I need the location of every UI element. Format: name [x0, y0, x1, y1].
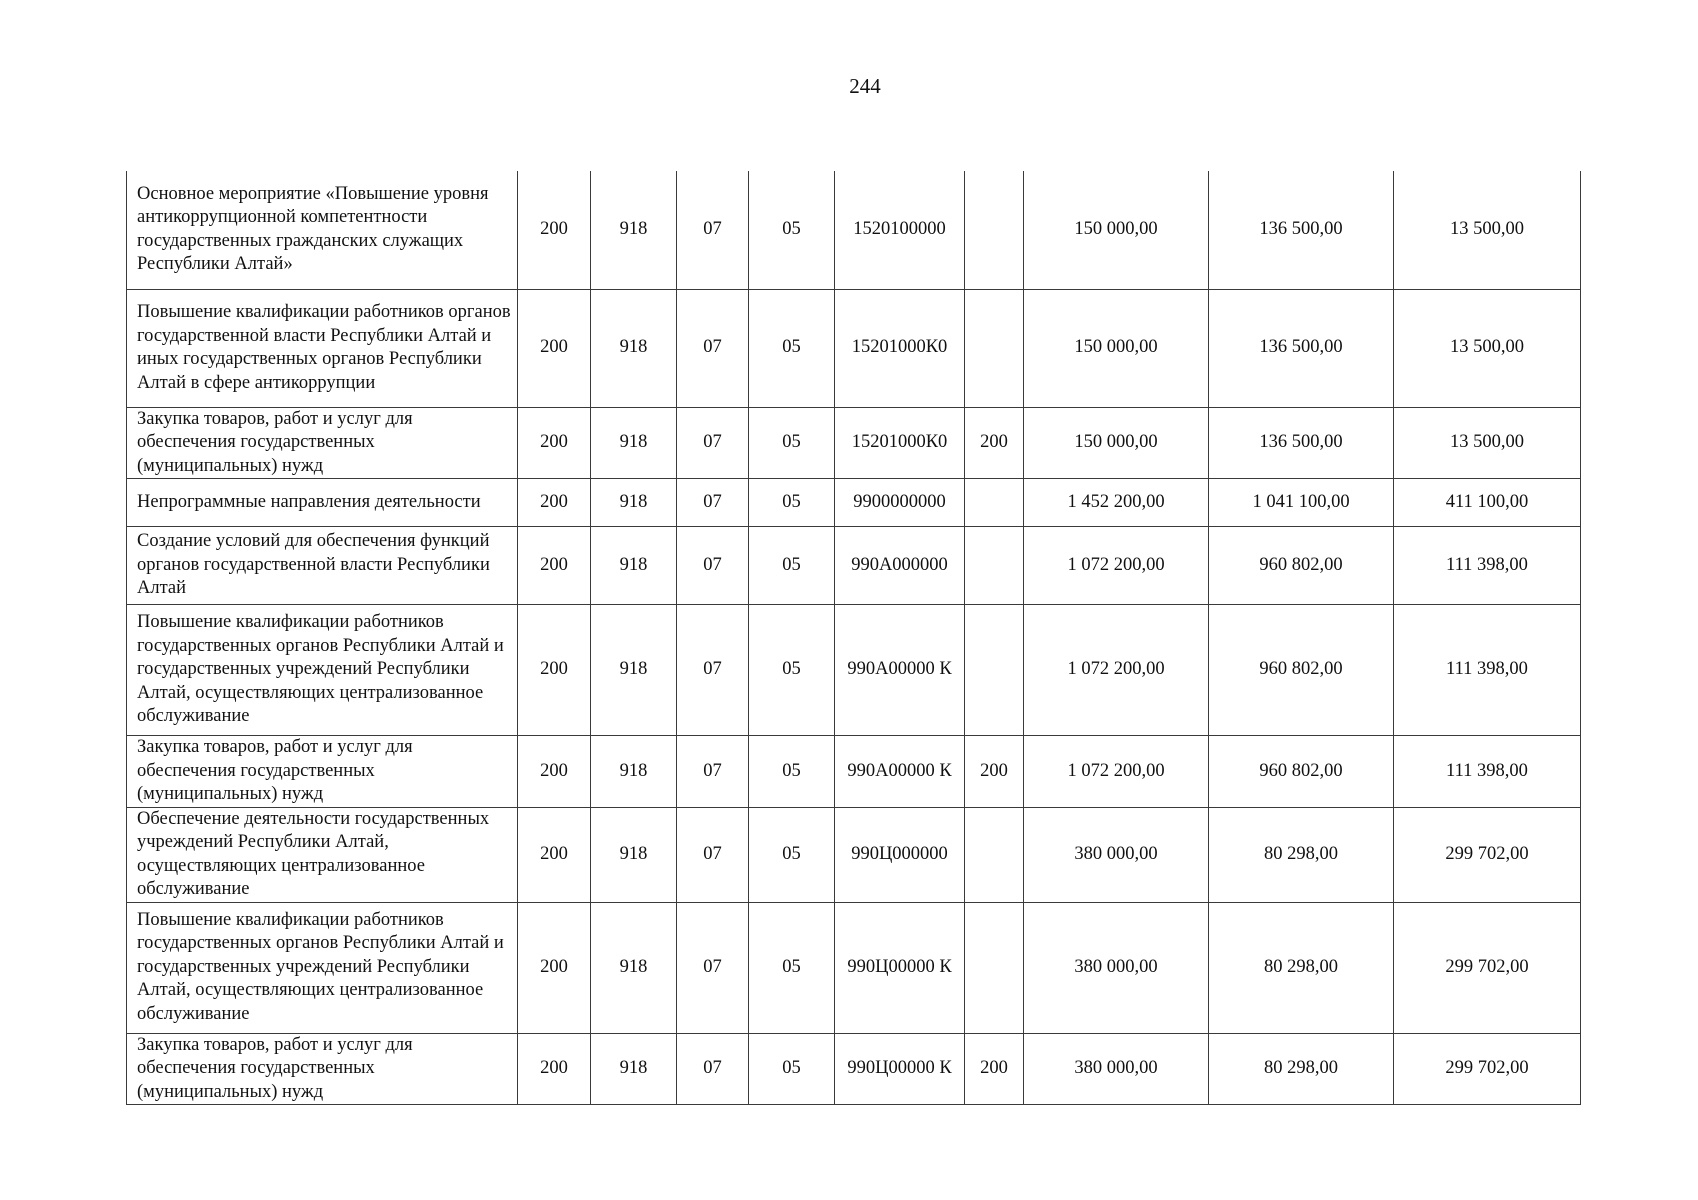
cell-total: 1 452 200,00 [1024, 479, 1209, 527]
cell-ministry-code: 918 [591, 807, 677, 902]
cell-expense-type [965, 807, 1024, 902]
cell-ministry-code: 918 [591, 407, 677, 479]
cell-ministry-code: 918 [591, 479, 677, 527]
cell-ministry-code: 918 [591, 736, 677, 808]
cell-amount-1: 136 500,00 [1209, 407, 1394, 479]
cell-amount-1: 136 500,00 [1209, 171, 1394, 289]
cell-subsection: 05 [749, 527, 835, 605]
cell-admin-code: 200 [518, 171, 591, 289]
table-row [127, 1033, 1581, 1105]
row-name: Закупка товаров, работ и услуг для обеспечения государственных (муниципальных) нужд [127, 1033, 518, 1105]
table-row [127, 289, 1581, 407]
cell-admin-code: 200 [518, 1033, 591, 1105]
cell-subsection: 05 [749, 736, 835, 808]
cell-total: 380 000,00 [1024, 1033, 1209, 1105]
cell-expense-type [965, 289, 1024, 407]
cell-amount-2: 411 100,00 [1394, 479, 1581, 527]
table-row [127, 407, 1581, 479]
cell-section: 07 [677, 527, 749, 605]
cell-amount-1: 136 500,00 [1209, 289, 1394, 407]
cell-amount-2: 13 500,00 [1394, 171, 1581, 289]
row-name: Создание условий для обеспечения функций органов государственной власти Республики Алтай [127, 527, 518, 605]
table-row [127, 527, 1581, 605]
cell-amount-2: 299 702,00 [1394, 807, 1581, 902]
cell-total: 380 000,00 [1024, 902, 1209, 1033]
row-name: Повышение квалификации работников государственных органов Республики Алтай и государственных учреждений Республики Алтай, осуществляющих централизованное обслуживание [127, 605, 518, 736]
cell-subsection: 05 [749, 807, 835, 902]
cell-section: 07 [677, 289, 749, 407]
row-name: Закупка товаров, работ и услуг для обеспечения государственных (муниципальных) нужд [127, 736, 518, 808]
cell-amount-1: 80 298,00 [1209, 1033, 1394, 1105]
cell-expense-type [965, 902, 1024, 1033]
cell-admin-code: 200 [518, 527, 591, 605]
cell-subsection: 05 [749, 1033, 835, 1105]
table-row [127, 902, 1581, 1033]
cell-ministry-code: 918 [591, 605, 677, 736]
cell-subsection: 05 [749, 171, 835, 289]
cell-admin-code: 200 [518, 807, 591, 902]
cell-amount-2: 299 702,00 [1394, 1033, 1581, 1105]
cell-amount-2: 299 702,00 [1394, 902, 1581, 1033]
cell-target-article: 990Ц00000 К [835, 1033, 965, 1105]
cell-total: 380 000,00 [1024, 807, 1209, 902]
cell-subsection: 05 [749, 289, 835, 407]
cell-amount-1: 80 298,00 [1209, 807, 1394, 902]
cell-amount-2: 111 398,00 [1394, 736, 1581, 808]
table-row [127, 171, 1581, 289]
cell-amount-1: 1 041 100,00 [1209, 479, 1394, 527]
cell-expense-type [965, 171, 1024, 289]
cell-section: 07 [677, 807, 749, 902]
cell-ministry-code: 918 [591, 527, 677, 605]
cell-total: 150 000,00 [1024, 289, 1209, 407]
cell-amount-1: 960 802,00 [1209, 527, 1394, 605]
table-row [127, 479, 1581, 527]
cell-target-article: 990А00000 К [835, 736, 965, 808]
cell-amount-2: 13 500,00 [1394, 407, 1581, 479]
cell-amount-2: 13 500,00 [1394, 289, 1581, 407]
row-name: Закупка товаров, работ и услуг для обеспечения государственных (муниципальных) нужд [127, 407, 518, 479]
cell-admin-code: 200 [518, 289, 591, 407]
row-name: Повышение квалификации работников органов государственной власти Республики Алтай и иных государственных органов Республики Алтай в сфере антикоррупции [127, 289, 518, 407]
table-row [127, 605, 1581, 736]
table-row [127, 736, 1581, 808]
cell-total: 150 000,00 [1024, 407, 1209, 479]
cell-admin-code: 200 [518, 736, 591, 808]
cell-expense-type: 200 [965, 407, 1024, 479]
cell-subsection: 05 [749, 479, 835, 527]
cell-total: 1 072 200,00 [1024, 527, 1209, 605]
cell-admin-code: 200 [518, 605, 591, 736]
cell-ministry-code: 918 [591, 902, 677, 1033]
cell-target-article: 990А000000 [835, 527, 965, 605]
cell-ministry-code: 918 [591, 289, 677, 407]
row-name: Основное мероприятие «Повышение уровня антикоррупционной компетентности государственных гражданских служащих Республики Алтай» [127, 171, 518, 289]
cell-ministry-code: 918 [591, 171, 677, 289]
table-row [127, 807, 1581, 902]
cell-target-article: 15201000К0 [835, 289, 965, 407]
cell-target-article: 15201000К0 [835, 407, 965, 479]
cell-total: 1 072 200,00 [1024, 736, 1209, 808]
cell-subsection: 05 [749, 407, 835, 479]
cell-section: 07 [677, 605, 749, 736]
cell-amount-1: 960 802,00 [1209, 736, 1394, 808]
cell-section: 07 [677, 171, 749, 289]
cell-target-article: 990А00000 К [835, 605, 965, 736]
cell-expense-type [965, 605, 1024, 736]
cell-expense-type: 200 [965, 736, 1024, 808]
cell-total: 150 000,00 [1024, 171, 1209, 289]
cell-ministry-code: 918 [591, 1033, 677, 1105]
cell-target-article: 990Ц000000 [835, 807, 965, 902]
cell-subsection: 05 [749, 605, 835, 736]
budget-table [126, 171, 1581, 1105]
cell-amount-1: 80 298,00 [1209, 902, 1394, 1033]
row-name: Обеспечение деятельности государственных учреждений Республики Алтай, осуществляющих централизованное обслуживание [127, 807, 518, 902]
cell-amount-2: 111 398,00 [1394, 605, 1581, 736]
cell-total: 1 072 200,00 [1024, 605, 1209, 736]
cell-expense-type [965, 479, 1024, 527]
cell-section: 07 [677, 736, 749, 808]
row-name: Непрограммные направления деятельности [127, 479, 518, 527]
cell-amount-1: 960 802,00 [1209, 605, 1394, 736]
cell-admin-code: 200 [518, 479, 591, 527]
table-body [127, 171, 1581, 1105]
page-number: 244 [849, 74, 881, 98]
cell-expense-type: 200 [965, 1033, 1024, 1105]
row-name: Повышение квалификации работников государственных органов Республики Алтай и государственных учреждений Республики Алтай, осуществляющих централизованное обслуживание [127, 902, 518, 1033]
cell-section: 07 [677, 1033, 749, 1105]
cell-target-article: 990Ц00000 К [835, 902, 965, 1033]
cell-target-article: 9900000000 [835, 479, 965, 527]
cell-section: 07 [677, 902, 749, 1033]
cell-admin-code: 200 [518, 407, 591, 479]
cell-section: 07 [677, 479, 749, 527]
cell-expense-type [965, 527, 1024, 605]
cell-target-article: 1520100000 [835, 171, 965, 289]
cell-amount-2: 111 398,00 [1394, 527, 1581, 605]
cell-section: 07 [677, 407, 749, 479]
cell-subsection: 05 [749, 902, 835, 1033]
cell-admin-code: 200 [518, 902, 591, 1033]
